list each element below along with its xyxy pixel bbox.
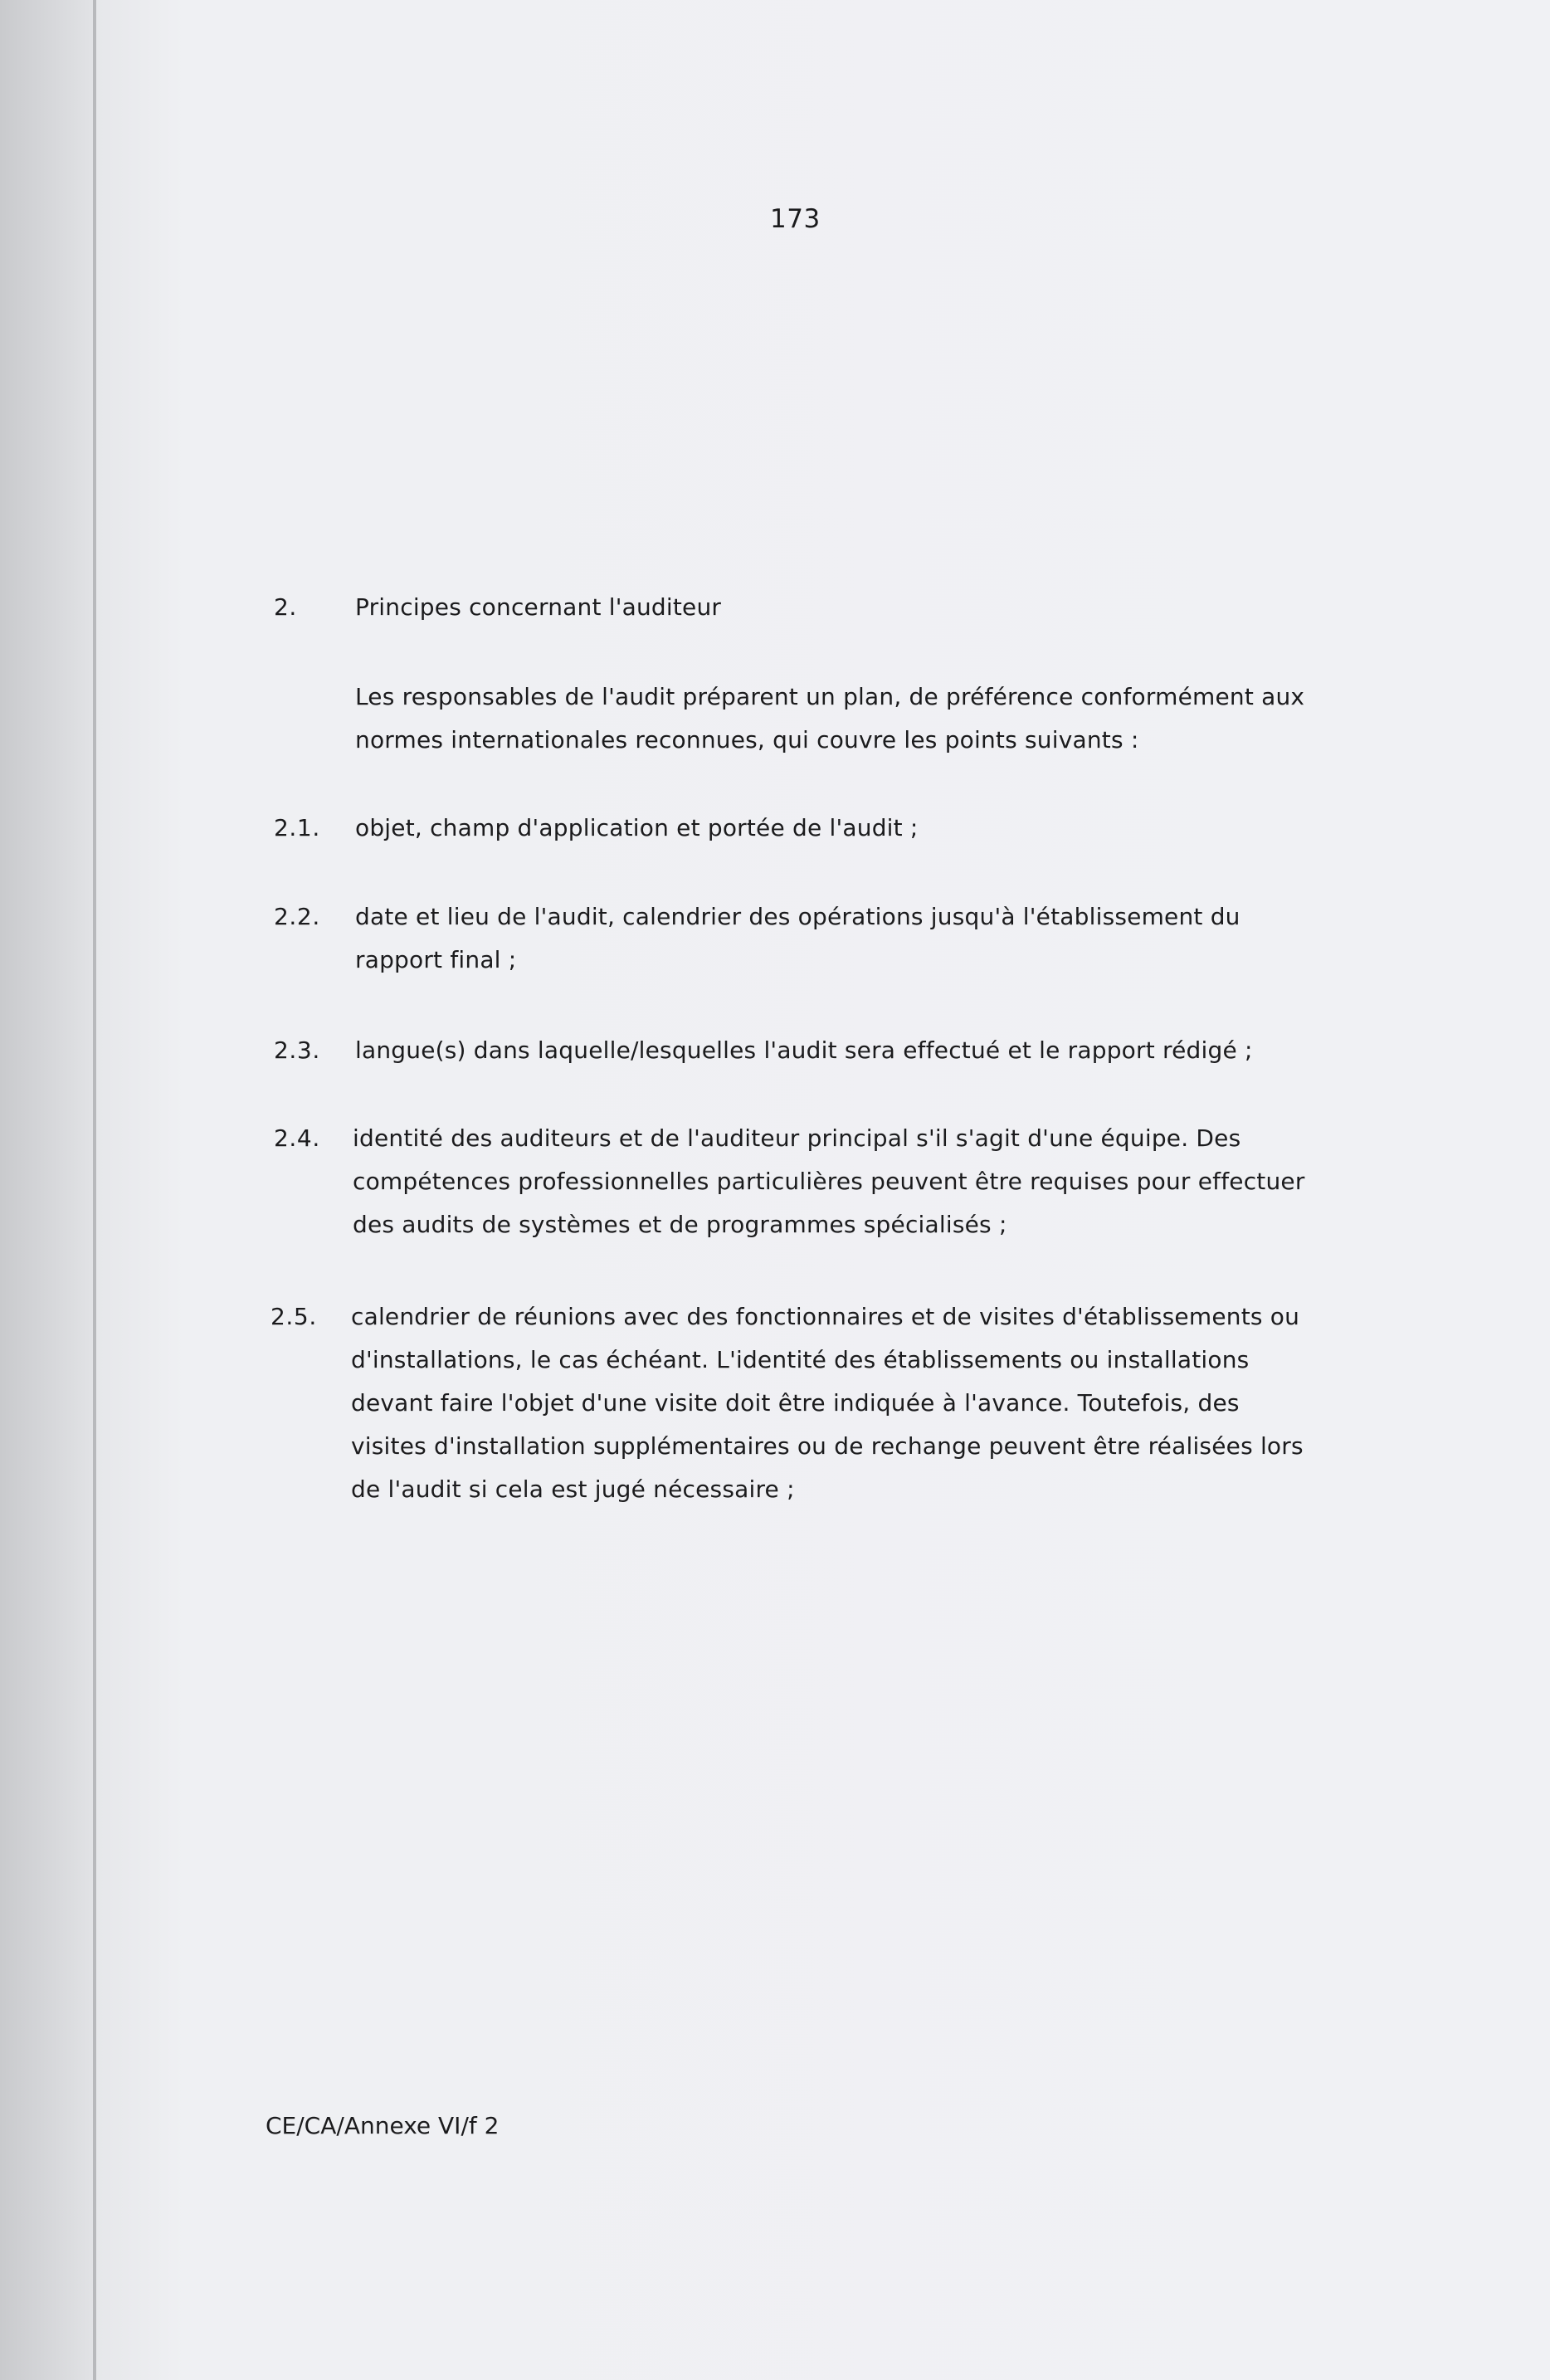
section-title: Principes concernant l'auditeur [355,593,722,621]
item-text [355,807,919,850]
item-text [355,895,1240,982]
footer-reference: CE/CA/Annexe VI/f 2 [266,2112,500,2139]
item-number: 2.5. [271,1303,317,1330]
item-line: des audits de systèmes et de programmes spécialisés ; [353,1211,1007,1238]
item-line: compétences professionnelles particulières peuvent être requises pour effectuer [353,1168,1305,1195]
item-line: d'installations, le cas échéant. L'identité des établissements ou installations [351,1346,1250,1373]
item-line: identité des auditeurs et de l'auditeur principal s'il s'agit d'une équipe. Des [353,1124,1241,1152]
page-number: 173 [770,204,821,234]
item-text [353,1117,1305,1246]
item-text [355,1029,1253,1072]
item-line: rapport final ; [355,946,517,973]
item-line: visites d'installation supplémentaires ou de rechange peuvent être réalisées lors [351,1432,1304,1460]
item-line: calendrier de réunions avec des fonctionnaires et de visites d'établissements ou [351,1303,1300,1330]
item-number: 2.2. [274,903,320,930]
item-number: 2.1. [274,814,320,841]
item-text [351,1295,1304,1511]
item-number: 2.4. [274,1124,320,1152]
item-line: devant faire l'objet d'une visite doit être indiquée à l'avance. Toutefois, des [351,1389,1240,1417]
section-number: 2. [274,593,297,621]
intro-line: normes internationales reconnues, qui couvre les points suivants : [355,726,1139,754]
binding-shadow [0,0,98,2380]
section-intro [355,675,1304,762]
item-line: date et lieu de l'audit, calendrier des opérations jusqu'à l'établissement du [355,903,1240,930]
item-line: de l'audit si cela est jugé nécessaire ; [351,1475,795,1503]
item-line: langue(s) dans laquelle/lesquelles l'audit sera effectué et le rapport rédigé ; [355,1036,1253,1064]
item-line: objet, champ d'application et portée de l'audit ; [355,814,919,841]
intro-line: Les responsables de l'audit préparent un plan, de préférence conformément aux [355,683,1305,710]
item-number: 2.3. [274,1036,320,1064]
